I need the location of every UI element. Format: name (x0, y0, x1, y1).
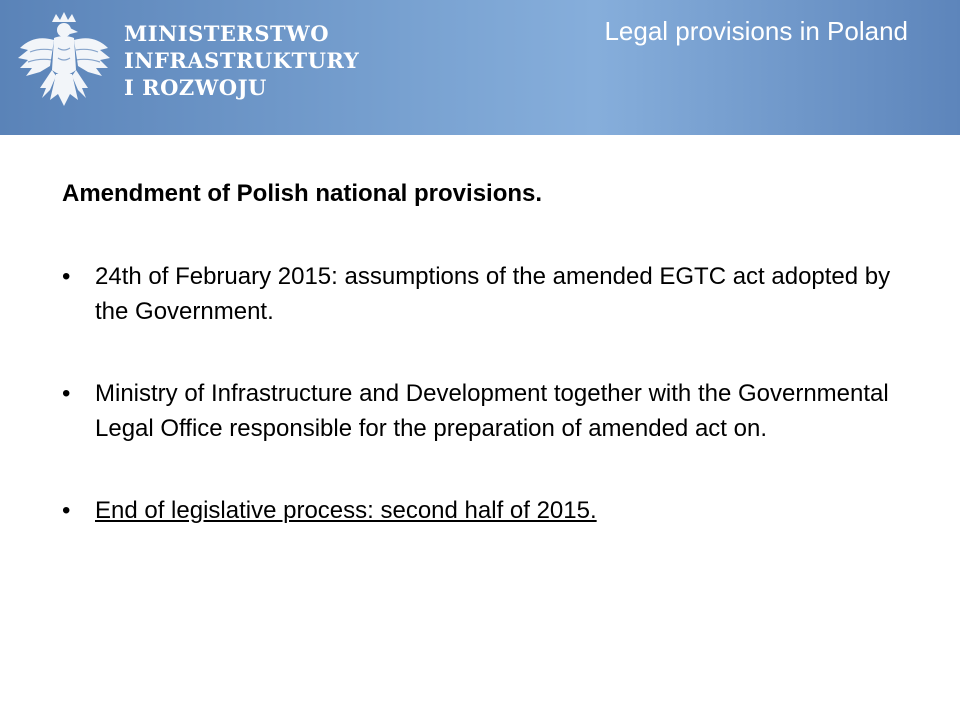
bullet-item (62, 259, 902, 329)
bullet-text-underlined: End of legislative process: second half of 2015. (95, 497, 597, 524)
content-heading: Amendment of Polish national provisions. (62, 180, 543, 207)
ministry-line-1: MINISTERSTWO (124, 21, 330, 46)
ministry-name (124, 20, 359, 101)
polish-eagle-icon (14, 8, 114, 123)
header-banner (0, 0, 960, 135)
ministry-line-2: INFRASTRUKTURY (124, 48, 360, 73)
bullet-text: Ministry of Infrastructure and Development together with the Governmental Legal Office responsible for the preparation of amended act on. (95, 380, 889, 442)
ministry-line-3: I ROZWOJU (124, 75, 267, 100)
bullet-item (62, 376, 902, 446)
slide-title: Legal provisions in Poland (604, 16, 908, 46)
slide-content (62, 176, 902, 575)
bullet-text: 24th of February 2015: assumptions of the amended EGTC act adopted by the Government. (95, 263, 891, 325)
bullet-item (62, 493, 902, 528)
